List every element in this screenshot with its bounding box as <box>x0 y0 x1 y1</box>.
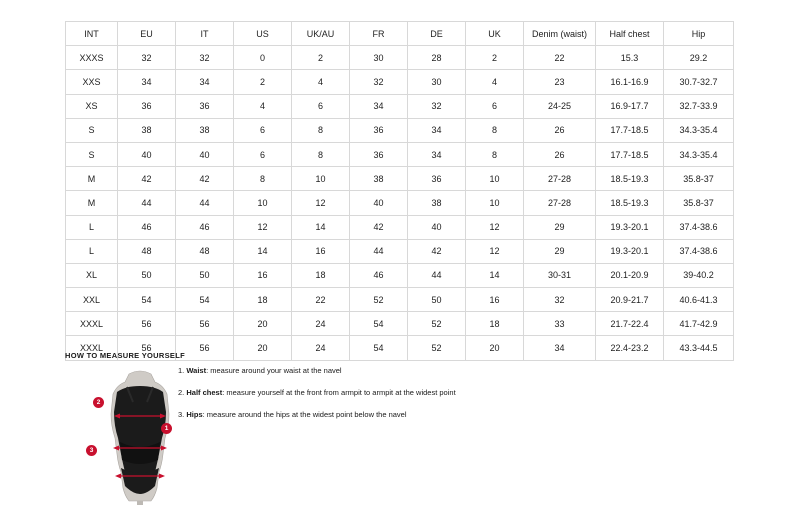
table-cell: 32 <box>524 288 596 312</box>
column-header: IT <box>176 22 234 46</box>
table-cell: 38 <box>408 191 466 215</box>
table-cell: 38 <box>118 118 176 142</box>
table-cell: 18 <box>234 288 292 312</box>
table-row <box>66 167 734 191</box>
table-cell: 12 <box>234 215 292 239</box>
table-cell: 36 <box>118 94 176 118</box>
table-cell: 56 <box>176 336 234 360</box>
table-cell: 21.7-22.4 <box>596 312 664 336</box>
table-cell: 44 <box>176 191 234 215</box>
table-cell: 44 <box>118 191 176 215</box>
table-cell: S <box>66 118 118 142</box>
table-cell: 22 <box>292 288 350 312</box>
table-cell: 36 <box>176 94 234 118</box>
column-header: DE <box>408 22 466 46</box>
column-header: Half chest <box>596 22 664 46</box>
table-cell: 24 <box>292 336 350 360</box>
table-cell: 19.3-20.1 <box>596 215 664 239</box>
table-row <box>66 288 734 312</box>
table-cell: 35.8-37 <box>664 167 734 191</box>
table-cell: 38 <box>176 118 234 142</box>
table-cell: 34.3-35.4 <box>664 118 734 142</box>
table-cell: XXXS <box>66 46 118 70</box>
table-cell: 37.4-38.6 <box>664 215 734 239</box>
table-cell: S <box>66 142 118 166</box>
table-cell: 54 <box>176 288 234 312</box>
table-cell: 48 <box>118 239 176 263</box>
table-cell: 40.6-41.3 <box>664 288 734 312</box>
table-cell: 10 <box>292 167 350 191</box>
table-cell: 32 <box>350 70 408 94</box>
table-cell: 36 <box>350 142 408 166</box>
table-cell: 34 <box>408 142 466 166</box>
column-header: UK <box>466 22 524 46</box>
table-cell: 44 <box>350 239 408 263</box>
table-cell: 6 <box>234 142 292 166</box>
table-row <box>66 94 734 118</box>
table-cell: 50 <box>408 288 466 312</box>
table-cell: XS <box>66 94 118 118</box>
table-cell: 22 <box>524 46 596 70</box>
table-cell: 40 <box>408 215 466 239</box>
table-cell: 30 <box>408 70 466 94</box>
table-cell: 8 <box>292 118 350 142</box>
table-cell: 42 <box>176 167 234 191</box>
table-cell: 37.4-38.6 <box>664 239 734 263</box>
table-cell: 18 <box>466 312 524 336</box>
table-cell: 42 <box>408 239 466 263</box>
note-term: Hips <box>186 410 203 419</box>
table-cell: 14 <box>292 215 350 239</box>
table-row <box>66 118 734 142</box>
measurement-note <box>178 366 598 375</box>
table-cell: L <box>66 239 118 263</box>
table-cell: 16 <box>292 239 350 263</box>
table-cell: 38 <box>350 167 408 191</box>
size-chart-table <box>65 21 734 361</box>
table-cell: 34.3-35.4 <box>664 142 734 166</box>
table-cell: 26 <box>524 142 596 166</box>
table-cell: 20 <box>466 336 524 360</box>
table-cell: 43.3-44.5 <box>664 336 734 360</box>
table-cell: 10 <box>234 191 292 215</box>
table-cell: 28 <box>408 46 466 70</box>
note-text: : measure around your waist at the navel <box>206 366 342 375</box>
table-row <box>66 312 734 336</box>
table-cell: XXS <box>66 70 118 94</box>
table-cell: 17.7-18.5 <box>596 118 664 142</box>
table-cell: 29 <box>524 215 596 239</box>
table-cell: 23 <box>524 70 596 94</box>
table-cell: 39-40.2 <box>664 263 734 287</box>
table-cell: 30.7-32.7 <box>664 70 734 94</box>
table-cell: 20 <box>234 336 292 360</box>
note-text: : measure around the hips at the widest point below the navel <box>202 410 407 419</box>
measurement-note <box>178 388 598 397</box>
column-header: Denim (waist) <box>524 22 596 46</box>
table-cell: 4 <box>292 70 350 94</box>
table-row <box>66 215 734 239</box>
table-body <box>66 46 734 360</box>
table-cell: 22.4-23.2 <box>596 336 664 360</box>
table-cell: 48 <box>176 239 234 263</box>
table-cell: 20.9-21.7 <box>596 288 664 312</box>
table-cell: 10 <box>466 191 524 215</box>
table-cell: 34 <box>118 70 176 94</box>
table-cell: 34 <box>408 118 466 142</box>
table-cell: XXXL <box>66 312 118 336</box>
table-cell: 18.5-19.3 <box>596 167 664 191</box>
table-cell: 29.2 <box>664 46 734 70</box>
table-cell: 56 <box>176 312 234 336</box>
table-cell: 16 <box>466 288 524 312</box>
table-cell: 18 <box>292 263 350 287</box>
table-cell: 54 <box>350 336 408 360</box>
table-cell: 20 <box>234 312 292 336</box>
table-cell: 33 <box>524 312 596 336</box>
how-to-measure-title: HOW TO MEASURE YOURSELF <box>65 351 185 360</box>
table-cell: 8 <box>292 142 350 166</box>
column-header: Hip <box>664 22 734 46</box>
table-cell: 20.1-20.9 <box>596 263 664 287</box>
table-cell: 14 <box>234 239 292 263</box>
table-cell: 54 <box>350 312 408 336</box>
table-row <box>66 142 734 166</box>
table-row <box>66 70 734 94</box>
table-cell: 27-28 <box>524 167 596 191</box>
column-header: INT <box>66 22 118 46</box>
table-cell: 32 <box>176 46 234 70</box>
table-cell: 6 <box>466 94 524 118</box>
table-cell: L <box>66 215 118 239</box>
table-cell: 4 <box>234 94 292 118</box>
table-row <box>66 263 734 287</box>
table-cell: 56 <box>118 312 176 336</box>
table-cell: 42 <box>350 215 408 239</box>
table-cell: 46 <box>176 215 234 239</box>
table-cell: 41.7-42.9 <box>664 312 734 336</box>
table-cell: 24-25 <box>524 94 596 118</box>
table-cell: 2 <box>466 46 524 70</box>
table-row <box>66 239 734 263</box>
table-row <box>66 46 734 70</box>
marker-2: 2 <box>93 397 104 408</box>
table-row <box>66 191 734 215</box>
table-cell: M <box>66 167 118 191</box>
table-cell: 52 <box>408 312 466 336</box>
measurement-note <box>178 410 598 419</box>
table-cell: 27-28 <box>524 191 596 215</box>
table-cell: 6 <box>234 118 292 142</box>
table-header <box>66 22 734 46</box>
table-cell: 30-31 <box>524 263 596 287</box>
column-header: UK/AU <box>292 22 350 46</box>
table-cell: 54 <box>118 288 176 312</box>
table-header-row <box>66 22 734 46</box>
table-cell: 16 <box>234 263 292 287</box>
table-cell: 24 <box>292 312 350 336</box>
table-cell: 46 <box>118 215 176 239</box>
note-number: 2. <box>178 388 185 397</box>
table-cell: 34 <box>176 70 234 94</box>
table-cell: 10 <box>466 167 524 191</box>
table-cell: 29 <box>524 239 596 263</box>
table-cell: 12 <box>466 239 524 263</box>
table-cell: 16.9-17.7 <box>596 94 664 118</box>
table-cell: 40 <box>350 191 408 215</box>
table-cell: 32 <box>118 46 176 70</box>
note-term: Waist <box>186 366 207 375</box>
table-cell: 36 <box>350 118 408 142</box>
table-cell: 2 <box>234 70 292 94</box>
table-cell: 52 <box>350 288 408 312</box>
table-cell: 50 <box>118 263 176 287</box>
table-cell: 15.3 <box>596 46 664 70</box>
table-cell: 6 <box>292 94 350 118</box>
table-cell: M <box>66 191 118 215</box>
measurement-notes <box>178 366 598 432</box>
table-cell: 34 <box>350 94 408 118</box>
size-chart-table-wrapper <box>65 21 733 361</box>
table-cell: 0 <box>234 46 292 70</box>
table-cell: 40 <box>176 142 234 166</box>
column-header: FR <box>350 22 408 46</box>
table-cell: 8 <box>466 142 524 166</box>
table-cell: 34 <box>524 336 596 360</box>
table-cell: 17.7-18.5 <box>596 142 664 166</box>
table-cell: 19.3-20.1 <box>596 239 664 263</box>
table-cell: XXL <box>66 288 118 312</box>
note-term: Half chest <box>186 388 223 397</box>
table-cell: XXXL <box>66 336 118 360</box>
table-cell: 32 <box>408 94 466 118</box>
table-cell: 16.1-16.9 <box>596 70 664 94</box>
table-cell: 50 <box>176 263 234 287</box>
table-cell: 56 <box>118 336 176 360</box>
table-cell: 12 <box>466 215 524 239</box>
table-cell: 8 <box>234 167 292 191</box>
table-cell: 35.8-37 <box>664 191 734 215</box>
table-cell: XL <box>66 263 118 287</box>
table-cell: 40 <box>118 142 176 166</box>
table-cell: 12 <box>292 191 350 215</box>
table-cell: 4 <box>466 70 524 94</box>
column-header: EU <box>118 22 176 46</box>
table-cell: 2 <box>292 46 350 70</box>
table-cell: 32.7-33.9 <box>664 94 734 118</box>
marker-1: 1 <box>161 423 172 434</box>
table-cell: 42 <box>118 167 176 191</box>
table-cell: 52 <box>408 336 466 360</box>
table-cell: 14 <box>466 263 524 287</box>
column-header: US <box>234 22 292 46</box>
note-number: 1. <box>178 366 185 375</box>
table-cell: 8 <box>466 118 524 142</box>
note-text: : measure yourself at the front from armpit to armpit at the widest point <box>222 388 456 397</box>
note-number: 3. <box>178 410 185 419</box>
marker-3: 3 <box>86 445 97 456</box>
table-cell: 30 <box>350 46 408 70</box>
table-cell: 26 <box>524 118 596 142</box>
table-cell: 18.5-19.3 <box>596 191 664 215</box>
table-cell: 44 <box>408 263 466 287</box>
table-cell: 36 <box>408 167 466 191</box>
table-cell: 46 <box>350 263 408 287</box>
